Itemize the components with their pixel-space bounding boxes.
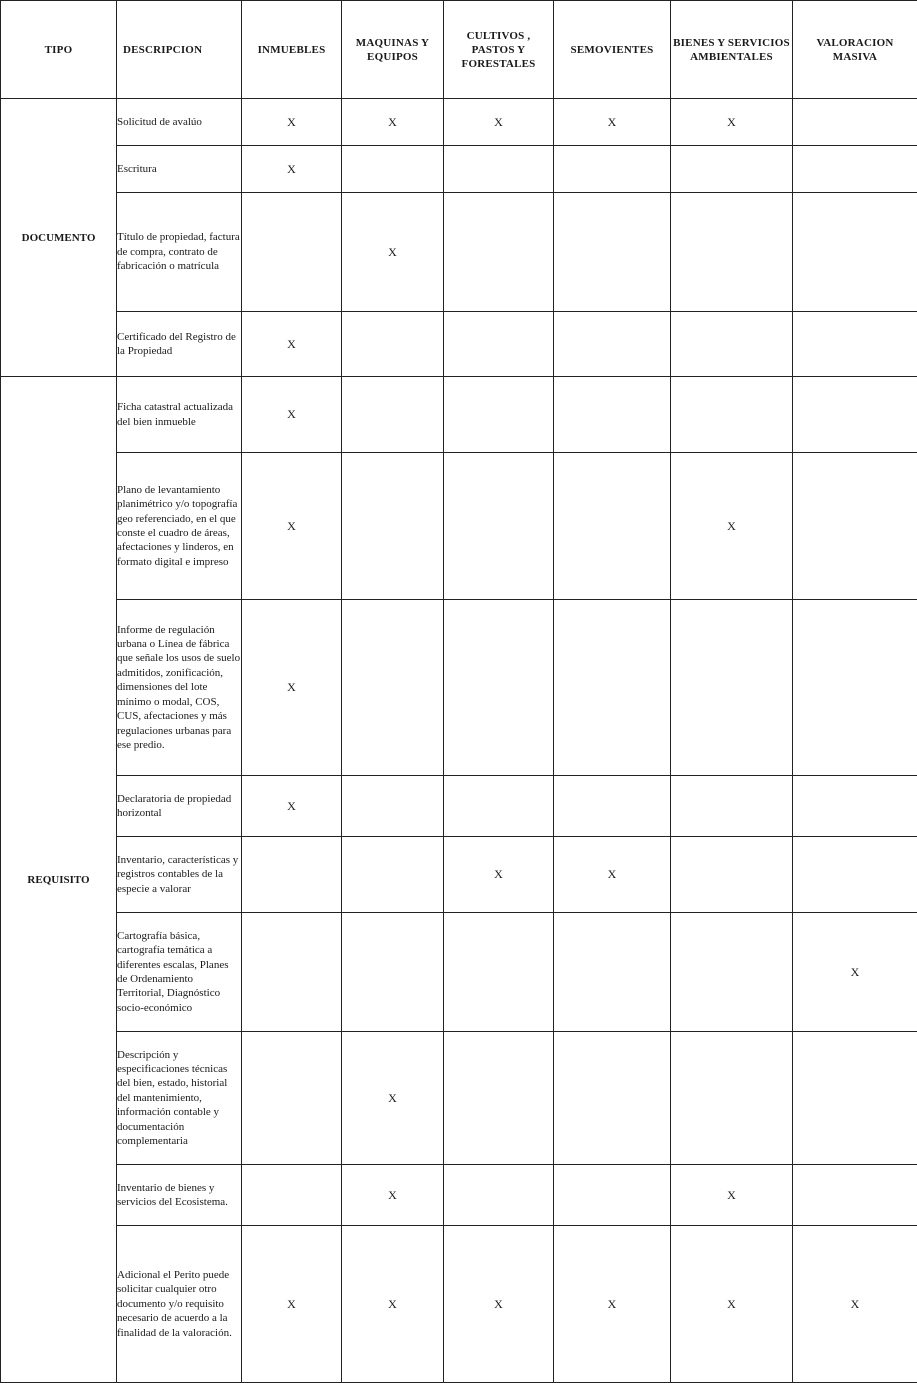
mark-cell <box>554 913 671 1032</box>
mark-cell <box>671 913 793 1032</box>
mark-cell <box>793 99 917 146</box>
mark-cell: X <box>671 99 793 146</box>
mark-cell <box>671 377 793 453</box>
mark-cell <box>793 837 917 913</box>
table-row <box>1 1165 917 1226</box>
row-description: Informe de regulación urbana o Línea de fábrica que señale los usos de suelo admitidos, zonificación, dimensiones del lote mínimo o modal, COS, CUS, afectaciones y más regulaciones urbanas para ese predio. <box>117 600 242 776</box>
mark-cell: X <box>342 193 444 312</box>
mark-cell <box>242 1032 342 1165</box>
group-documento: DOCUMENTO <box>1 99 117 377</box>
table-row <box>1 776 917 837</box>
mark-cell <box>671 1032 793 1165</box>
table-row <box>1 1226 917 1383</box>
mark-cell <box>444 913 554 1032</box>
mark-cell <box>444 377 554 453</box>
mark-cell <box>444 776 554 837</box>
mark-cell: X <box>444 1226 554 1383</box>
table-row <box>1 453 917 600</box>
mark-cell: X <box>242 99 342 146</box>
mark-cell: X <box>242 1226 342 1383</box>
row-description: Inventario de bienes y servicios del Ecosistema. <box>117 1165 242 1226</box>
mark-cell <box>342 377 444 453</box>
row-description: Descripción y especificaciones técnicas del bien, estado, historial del mantenimiento, información contable y documentación complementaria <box>117 1032 242 1165</box>
mark-cell <box>242 193 342 312</box>
row-description: Declaratoria de propiedad horizontal <box>117 776 242 837</box>
table-row <box>1 312 917 377</box>
mark-cell: X <box>342 1165 444 1226</box>
table-row <box>1 193 917 312</box>
mark-cell: X <box>242 377 342 453</box>
mark-cell <box>793 377 917 453</box>
header-tipo: TIPO <box>1 1 117 99</box>
mark-cell <box>671 600 793 776</box>
mark-cell: X <box>793 913 917 1032</box>
mark-cell: X <box>342 99 444 146</box>
header-valoracion-masiva: VALORACION MASIVA <box>793 1 917 99</box>
table-row <box>1 377 917 453</box>
row-description: Título de propiedad, factura de compra, contrato de fabricación o matrícula <box>117 193 242 312</box>
mark-cell <box>444 146 554 193</box>
table-row <box>1 99 917 146</box>
mark-cell <box>554 377 671 453</box>
mark-cell <box>444 453 554 600</box>
mark-cell <box>671 312 793 377</box>
row-description: Certificado del Registro de la Propiedad <box>117 312 242 377</box>
mark-cell <box>342 913 444 1032</box>
mark-cell <box>793 776 917 837</box>
mark-cell: X <box>554 837 671 913</box>
mark-cell <box>444 193 554 312</box>
mark-cell: X <box>793 1226 917 1383</box>
mark-cell <box>793 312 917 377</box>
mark-cell: X <box>554 99 671 146</box>
mark-cell <box>554 1032 671 1165</box>
table-row <box>1 600 917 776</box>
table-body <box>1 99 917 1383</box>
mark-cell: X <box>242 600 342 776</box>
mark-cell: X <box>671 453 793 600</box>
header-row <box>1 1 917 99</box>
mark-cell <box>342 776 444 837</box>
row-description: Plano de levantamiento planimétrico y/o topografía geo referenciado, en el que conste el cuadro de áreas, afectaciones y linderos, en formato digital e impreso <box>117 453 242 600</box>
mark-cell: X <box>671 1226 793 1383</box>
mark-cell: X <box>554 1226 671 1383</box>
mark-cell <box>793 1165 917 1226</box>
mark-cell <box>671 193 793 312</box>
mark-cell <box>793 1032 917 1165</box>
mark-cell <box>242 913 342 1032</box>
mark-cell <box>554 453 671 600</box>
mark-cell: X <box>444 99 554 146</box>
header-descripcion: DESCRIPCION <box>117 1 242 99</box>
mark-cell <box>793 600 917 776</box>
header-bienes-servicios-ambientales: BIENES Y SERVICIOS AMBIENTALES <box>671 1 793 99</box>
mark-cell <box>554 776 671 837</box>
mark-cell: X <box>242 312 342 377</box>
row-description: Solicitud de avalúo <box>117 99 242 146</box>
header-semovientes: SEMOVIENTES <box>554 1 671 99</box>
mark-cell: X <box>342 1226 444 1383</box>
mark-cell <box>444 1032 554 1165</box>
table-row <box>1 1032 917 1165</box>
mark-cell <box>671 776 793 837</box>
row-description: Escritura <box>117 146 242 193</box>
mark-cell <box>342 146 444 193</box>
row-description: Inventario, características y registros contables de la especie a valorar <box>117 837 242 913</box>
group-requisito: REQUISITO <box>1 377 117 1383</box>
mark-cell: X <box>242 776 342 837</box>
mark-cell <box>793 193 917 312</box>
mark-cell <box>242 1165 342 1226</box>
header-cultivos-pastos-forestales: CULTIVOS , PASTOS Y FORESTALES <box>444 1 554 99</box>
header-maquinas-y-equipos: MAQUINAS Y EQUIPOS <box>342 1 444 99</box>
mark-cell <box>242 837 342 913</box>
table-row <box>1 146 917 193</box>
mark-cell <box>342 837 444 913</box>
mark-cell <box>342 312 444 377</box>
mark-cell <box>342 453 444 600</box>
row-description: Adicional el Perito puede solicitar cualquier otro documento y/o requisito necesario de acuerdo a la finalidad de la valoración. <box>117 1226 242 1383</box>
table-row <box>1 913 917 1032</box>
mark-cell <box>444 600 554 776</box>
mark-cell <box>554 600 671 776</box>
row-description: Ficha catastral actualizada del bien inmueble <box>117 377 242 453</box>
mark-cell: X <box>342 1032 444 1165</box>
table-row <box>1 837 917 913</box>
mark-cell <box>554 312 671 377</box>
mark-cell: X <box>671 1165 793 1226</box>
mark-cell: X <box>242 453 342 600</box>
mark-cell <box>793 146 917 193</box>
mark-cell <box>342 600 444 776</box>
mark-cell: X <box>444 837 554 913</box>
mark-cell <box>444 312 554 377</box>
mark-cell <box>793 453 917 600</box>
mark-cell <box>554 1165 671 1226</box>
mark-cell <box>554 193 671 312</box>
mark-cell: X <box>242 146 342 193</box>
mark-cell <box>444 1165 554 1226</box>
header-inmuebles: INMUEBLES <box>242 1 342 99</box>
mark-cell <box>554 146 671 193</box>
mark-cell <box>671 146 793 193</box>
row-description: Cartografía básica, cartografía temática a diferentes escalas, Planes de Ordenamiento Territorial, Diagnóstico socio-económico <box>117 913 242 1032</box>
mark-cell <box>671 837 793 913</box>
